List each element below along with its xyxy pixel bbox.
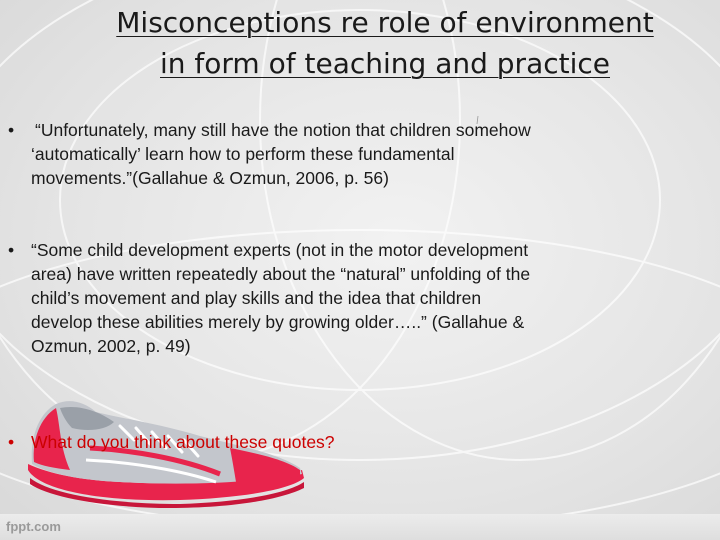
footer-brand: fppt.com bbox=[6, 519, 61, 534]
bullet-marker: • bbox=[8, 120, 15, 140]
title-line-2: in form of teaching and practice bbox=[160, 47, 610, 80]
bullet-text: What do you think about these quotes? bbox=[31, 432, 335, 452]
bullet-marker: • bbox=[8, 240, 15, 260]
bullet-text: “Some child development experts (not in the motor development area) have written repeatedly about the “natural” unfolding of the child’s movement and play skills and the idea that children develop these abilities merely by growing older…..” (Gallahue & Ozmun, 2002, p. 49) bbox=[31, 240, 531, 356]
title-line-1: Misconceptions re role of environment bbox=[116, 6, 654, 39]
bullet-marker: • bbox=[8, 432, 15, 452]
footer-bar bbox=[0, 514, 720, 540]
slide-title bbox=[60, 2, 710, 84]
bullet-text: “Unfortunately, many still have the notion that children somehow ‘automatically’ learn how to perform these fundamental movements.”(Gallahue & Ozmun, 2006, p. 56) bbox=[31, 120, 531, 188]
